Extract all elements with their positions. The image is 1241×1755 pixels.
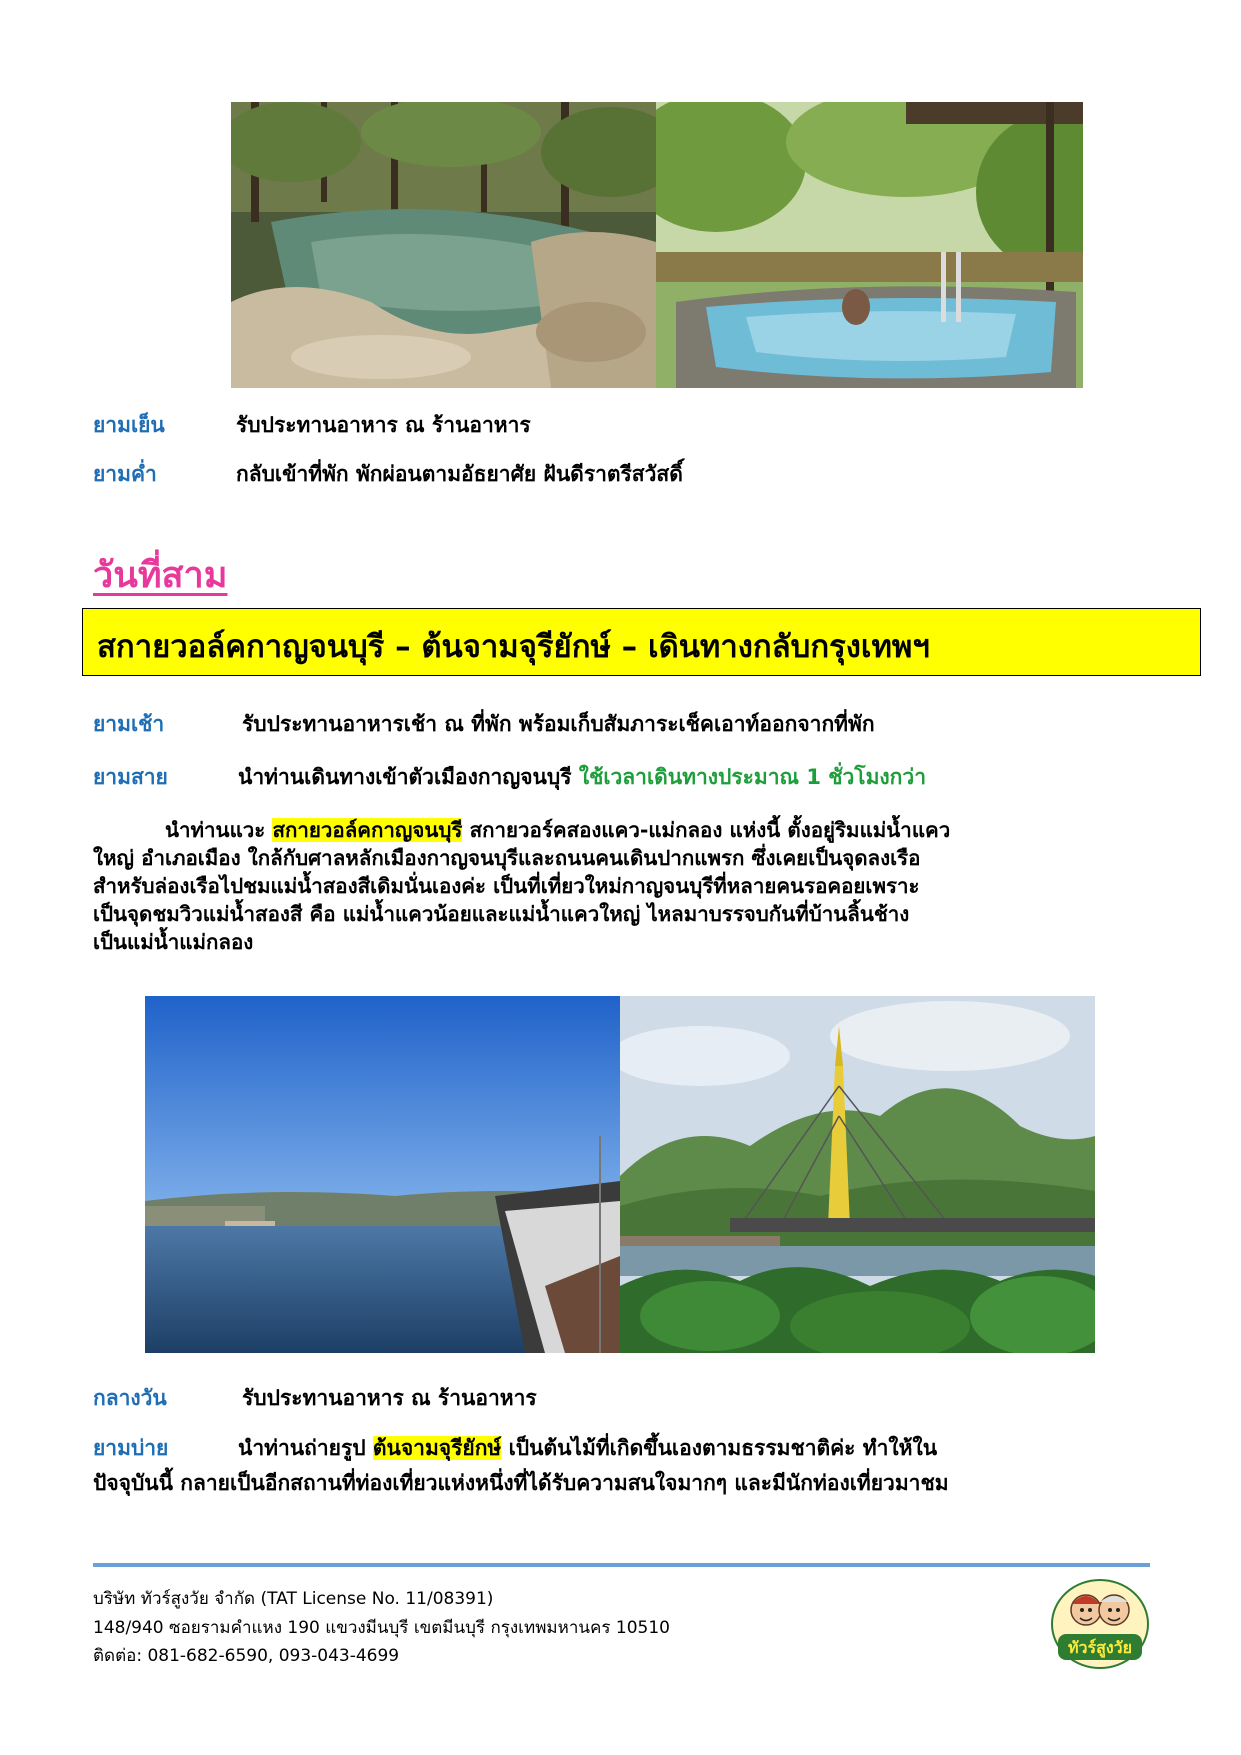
schedule-label-late-morning: ยามสาย — [93, 765, 168, 789]
route-title: สกายวอล์คกาญจนบุรี – ต้นจามจุรียักษ์ – เดินทางกลับกรุงเทพฯ — [97, 629, 930, 665]
schedule-text-lunch: รับประทานอาหาร ณ ร้านอาหาร — [242, 1386, 537, 1410]
skywalk-photo-right — [620, 996, 1095, 1353]
schedule-text-afternoon — [238, 1432, 937, 1465]
river-photo-left — [145, 996, 620, 1353]
schedule-text-evening: รับประทานอาหาร ณ ร้านอาหาร — [236, 413, 531, 437]
hot-spring-photo-right — [656, 102, 1083, 388]
para-line-1-post: สกายวอร์คสองแคว-แม่กลอง แห่งนี้ ตั้งอยู่ริมแม่น้ำแคว — [462, 818, 951, 842]
schedule-text-late-morning — [238, 761, 926, 794]
footer-divider — [93, 1563, 1150, 1567]
schedule-label-night: ยามค่ำ — [93, 462, 157, 486]
company-logo — [1050, 1578, 1150, 1670]
para-line-2: ใหญ่ อำเภอเมือง ใกล้กับศาลหลักเมืองกาญจนบุรีและถนนคนเดินปากแพรก ซึ่งเคยเป็นจุดลงเรือ — [93, 846, 921, 870]
schedule-text-night: กลับเข้าที่พัก พักผ่อนตามอัธยาศัย ฝันดีราตรีสวัสดิ์ — [236, 462, 683, 486]
route-banner — [82, 608, 1201, 676]
para-line-5: เป็นแม่น้ำแม่กลอง — [93, 930, 254, 954]
schedule-label-evening: ยามเย็น — [93, 413, 165, 437]
schedule-text-afternoon-line-2: ปัจจุบันนี้ กลายเป็นอีกสถานที่ท่องเที่ยวแห่งหนึ่งที่ได้รับความสนใจมากๆ และมีนักท่องเที่ยวมาชม — [93, 1471, 949, 1495]
hot-spring-photo-left — [231, 102, 656, 388]
para-line-3: สำหรับล่องเรือไปชมแม่น้ำสองสีเดิมนั่นเองค่ะ เป็นที่เที่ยวใหม่กาญจนบุรีที่หลายคนรอคอยเพราะ — [93, 874, 920, 898]
schedule-text-morning: รับประทานอาหารเช้า ณ ที่พัก พร้อมเก็บสัมภาระเช็คเอาท์ออกจากที่พัก — [242, 712, 875, 736]
para-line-1 — [93, 816, 1153, 844]
afternoon-pre: นำท่านถ่ายรูป — [238, 1436, 373, 1460]
para-line-1-pre: นำท่านแวะ — [165, 818, 273, 842]
afternoon-post: เป็นต้นไม้ที่เกิดขึ้นเองตามธรรมชาติค่ะ ทำให้ใน — [501, 1436, 938, 1460]
footer-company: บริษัท ทัวร์สูงวัย จำกัด (TAT License No. 11/08391) — [93, 1589, 494, 1609]
para-line-4: เป็นจุดชมวิวแม่น้ำสองสี คือ แม่น้ำแควน้อยและแม่น้ำแควใหญ่ ไหลมาบรรจบกันที่บ้านลิ้นช้าง — [93, 902, 910, 926]
schedule-label-lunch: กลางวัน — [93, 1386, 167, 1410]
footer-address: 148/940 ซอยรามคำแหง 190 แขวงมีนบุรี เขตมีนบุรี กรุงเทพมหานคร 10510 — [93, 1618, 670, 1638]
late-morning-main: นำท่านเดินทางเข้าตัวเมืองกาญจนบุรี — [238, 765, 579, 789]
skywalk-description — [93, 816, 1153, 956]
schedule-label-afternoon: ยามบ่าย — [93, 1436, 169, 1460]
travel-time-note: ใช้เวลาเดินทางประมาณ 1 ชั่วโมงกว่า — [578, 765, 926, 789]
logo-text: ทัวร์สูงวัย — [1067, 1638, 1133, 1657]
rain-tree-highlight: ต้นจามจุรียักษ์ — [372, 1436, 502, 1460]
schedule-label-morning: ยามเช้า — [93, 712, 165, 736]
day-heading: วันที่สาม — [93, 555, 228, 596]
skywalk-highlight: สกายวอล์คกาญจนบุรี — [272, 818, 463, 842]
footer-contact: ติดต่อ: 081-682-6590, 093-043-4699 — [93, 1646, 400, 1666]
